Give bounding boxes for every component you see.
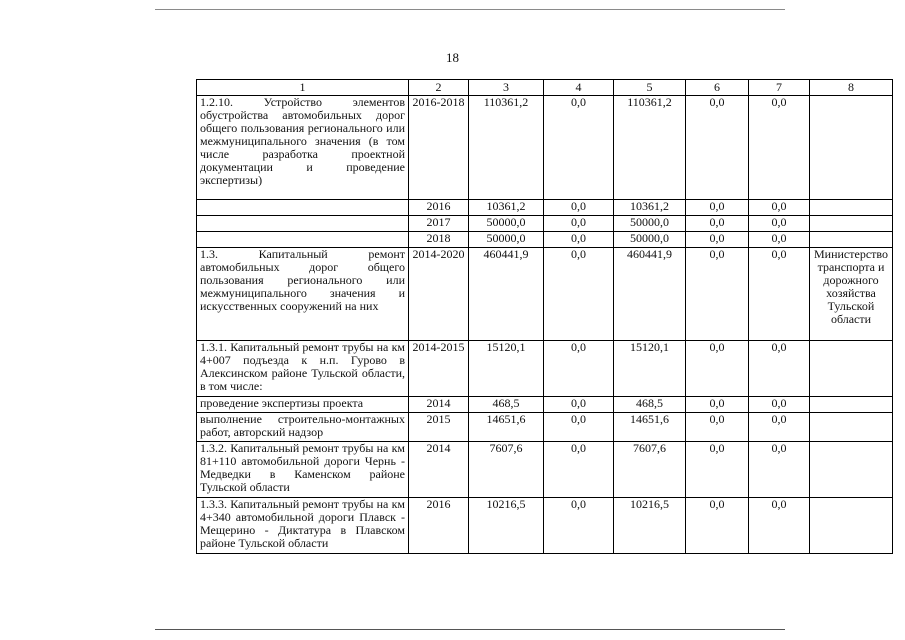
row-period: 2016 xyxy=(409,498,469,554)
table-row xyxy=(197,413,893,442)
column-header: 1 xyxy=(197,80,409,96)
cell-value: 0,0 xyxy=(686,96,749,200)
table-row xyxy=(197,397,893,413)
cell-value: 15120,1 xyxy=(469,341,544,397)
row-responsible xyxy=(810,341,893,397)
cell-value: 0,0 xyxy=(749,397,810,413)
cell-value: 0,0 xyxy=(544,413,614,442)
cell-value: 0,0 xyxy=(544,96,614,200)
row-period: 2015 xyxy=(409,413,469,442)
row-period: 2016-2018 xyxy=(409,96,469,200)
bottom-rule xyxy=(155,629,785,630)
row-name: 1.3. Капитальный ремонт автомобильных дорог общего пользования регионального или межмуниципального значения и искусственных сооружений на них xyxy=(197,248,409,341)
column-header: 3 xyxy=(469,80,544,96)
page-number: 18 xyxy=(446,50,459,65)
row-period: 2014 xyxy=(409,397,469,413)
row-responsible xyxy=(810,232,893,248)
row-name: проведение экспертизы проекта xyxy=(197,397,409,413)
column-header: 7 xyxy=(749,80,810,96)
table-row xyxy=(197,96,893,200)
cell-value: 0,0 xyxy=(544,248,614,341)
cell-value: 0,0 xyxy=(544,216,614,232)
cell-value: 0,0 xyxy=(749,248,810,341)
cell-value: 0,0 xyxy=(686,341,749,397)
cell-value: 468,5 xyxy=(469,397,544,413)
row-period: 2014-2020 xyxy=(409,248,469,341)
budget-table xyxy=(196,79,893,554)
cell-value: 110361,2 xyxy=(469,96,544,200)
cell-value: 0,0 xyxy=(749,413,810,442)
row-name xyxy=(197,216,409,232)
row-responsible xyxy=(810,96,893,200)
table-row xyxy=(197,232,893,248)
row-responsible xyxy=(810,200,893,216)
row-period: 2014 xyxy=(409,442,469,498)
cell-value: 0,0 xyxy=(544,200,614,216)
table-row xyxy=(197,442,893,498)
column-header: 5 xyxy=(614,80,686,96)
cell-value: 0,0 xyxy=(686,216,749,232)
cell-value: 7607,6 xyxy=(614,442,686,498)
cell-value: 0,0 xyxy=(686,248,749,341)
cell-value: 0,0 xyxy=(544,498,614,554)
cell-value: 0,0 xyxy=(686,413,749,442)
row-responsible xyxy=(810,498,893,554)
column-header: 2 xyxy=(409,80,469,96)
table-header-row xyxy=(197,80,893,96)
table-row xyxy=(197,498,893,554)
cell-value: 460441,9 xyxy=(469,248,544,341)
table-row xyxy=(197,341,893,397)
row-name: выполнение строительно-монтажных работ, авторский надзор xyxy=(197,413,409,442)
row-period: 2014-2015 xyxy=(409,341,469,397)
cell-value: 0,0 xyxy=(749,200,810,216)
row-responsible xyxy=(810,442,893,498)
cell-value: 0,0 xyxy=(544,232,614,248)
cell-value: 50000,0 xyxy=(469,216,544,232)
row-responsible xyxy=(810,216,893,232)
row-responsible xyxy=(810,413,893,442)
cell-value: 0,0 xyxy=(749,442,810,498)
row-name: 1.3.2. Капитальный ремонт трубы на км 81+110 автомобильной дороги Чернь - Медведки в Каменском районе Тульской области xyxy=(197,442,409,498)
cell-value: 7607,6 xyxy=(469,442,544,498)
cell-value: 10216,5 xyxy=(614,498,686,554)
cell-value: 0,0 xyxy=(749,498,810,554)
row-name xyxy=(197,232,409,248)
cell-value: 10216,5 xyxy=(469,498,544,554)
cell-value: 0,0 xyxy=(686,442,749,498)
cell-value: 110361,2 xyxy=(614,96,686,200)
cell-value: 0,0 xyxy=(544,341,614,397)
column-header: 8 xyxy=(810,80,893,96)
row-period: 2017 xyxy=(409,216,469,232)
row-name: 1.2.10. Устройство элементов обустройства автомобильных дорог общего пользования регионального или межмуниципального значения (в том числе разработка проектной документации и проведение экспертизы) xyxy=(197,96,409,200)
cell-value: 0,0 xyxy=(749,232,810,248)
top-rule xyxy=(155,9,785,10)
table-row xyxy=(197,248,893,341)
row-responsible xyxy=(810,397,893,413)
cell-value: 50000,0 xyxy=(614,232,686,248)
cell-value: 0,0 xyxy=(686,200,749,216)
cell-value: 460441,9 xyxy=(614,248,686,341)
row-responsible: Министерство транспорта и дорожного хозяйства Тульской области xyxy=(810,248,893,341)
column-header: 4 xyxy=(544,80,614,96)
cell-value: 0,0 xyxy=(544,397,614,413)
column-header: 6 xyxy=(686,80,749,96)
cell-value: 0,0 xyxy=(544,442,614,498)
cell-value: 0,0 xyxy=(749,341,810,397)
table-row xyxy=(197,216,893,232)
cell-value: 10361,2 xyxy=(614,200,686,216)
cell-value: 0,0 xyxy=(686,232,749,248)
cell-value: 0,0 xyxy=(749,96,810,200)
cell-value: 0,0 xyxy=(686,498,749,554)
cell-value: 0,0 xyxy=(686,397,749,413)
row-name: 1.3.1. Капитальный ремонт трубы на км 4+007 подъезда к н.п. Гурово в Алексинском районе Тульской области, в том числе: xyxy=(197,341,409,397)
row-period: 2016 xyxy=(409,200,469,216)
row-period: 2018 xyxy=(409,232,469,248)
cell-value: 50000,0 xyxy=(469,232,544,248)
cell-value: 14651,6 xyxy=(469,413,544,442)
table-row xyxy=(197,200,893,216)
row-name: 1.3.3. Капитальный ремонт трубы на км 4+340 автомобильной дороги Плавск - Мещерино - Диктатура в Плавском районе Тульской области xyxy=(197,498,409,554)
cell-value: 14651,6 xyxy=(614,413,686,442)
cell-value: 10361,2 xyxy=(469,200,544,216)
cell-value: 0,0 xyxy=(749,216,810,232)
row-name xyxy=(197,200,409,216)
cell-value: 468,5 xyxy=(614,397,686,413)
cell-value: 50000,0 xyxy=(614,216,686,232)
cell-value: 15120,1 xyxy=(614,341,686,397)
